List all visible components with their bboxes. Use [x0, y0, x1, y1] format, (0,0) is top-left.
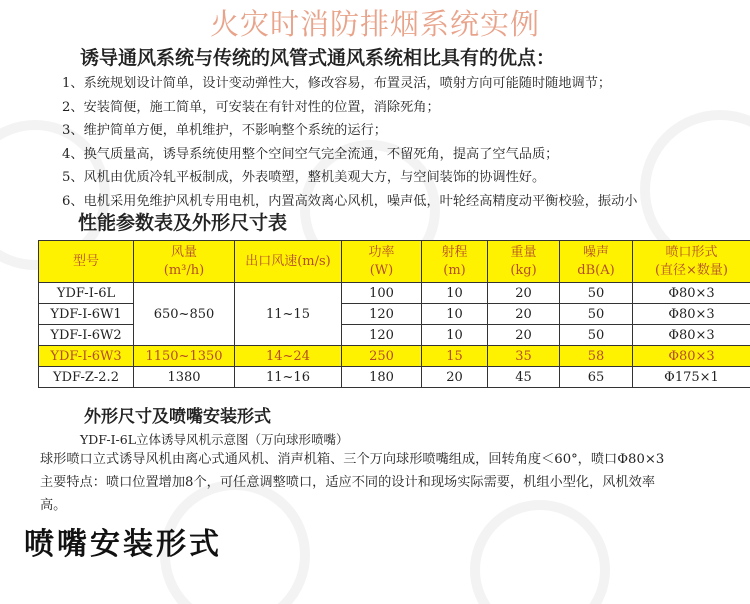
header-nozzle: 喷口形式 (直径×数量)	[633, 241, 750, 283]
cell-power: 120	[342, 325, 422, 346]
cell-weight: 45	[488, 367, 560, 388]
performance-heading: 性能参数表及外形尺寸表	[78, 212, 288, 234]
cell-model: YDF-I-6W2	[39, 325, 134, 346]
header-noise: 噪声 dB(A)	[560, 241, 633, 283]
cell-nozzle: Φ80×3	[633, 304, 750, 325]
cell-weight: 20	[488, 283, 560, 304]
description-text	[40, 448, 750, 517]
cell-speed: 14~24	[235, 346, 342, 367]
description-line: 高。	[40, 498, 67, 513]
cell-noise: 50	[560, 283, 633, 304]
list-item: 3、维护简单方便，单机维护，不影响整个系统的运行；	[62, 123, 387, 139]
list-item: 4、换气质量高，诱导系统使用整个空间空气完全流通，不留死角，提高了空气品质；	[62, 146, 559, 162]
header-weight: 重量 (kg)	[488, 241, 560, 283]
table-row-highlighted	[39, 346, 750, 367]
cell-speed-group: 11~15	[235, 283, 342, 346]
cell-model: YDF-Z-2.2	[39, 367, 134, 388]
header-airflow: 风量 (m³/h)	[134, 241, 235, 283]
cell-weight: 20	[488, 325, 560, 346]
list-item: 5、风机由优质冷轧平板制成，外表喷塑，整机美观大方，与空间装饰的协调性好。	[62, 170, 546, 186]
cell-power: 120	[342, 304, 422, 325]
table-header-row	[39, 241, 750, 283]
header-range: 射程 (m)	[422, 241, 488, 283]
cell-model: YDF-I-6W1	[39, 304, 134, 325]
cell-speed: 11~16	[235, 367, 342, 388]
table-row	[39, 283, 750, 304]
description-line: 主要特点：喷口位置增加8个，可任意调整喷口，适应不同的设计和现场实际需要，机组小型化，风机效率	[40, 475, 656, 490]
cell-airflow-group: 650~850	[134, 283, 235, 346]
cell-noise: 50	[560, 325, 633, 346]
cell-range: 20	[422, 367, 488, 388]
cell-airflow: 1150~1350	[134, 346, 235, 367]
cell-nozzle: Φ80×3	[633, 325, 750, 346]
list-item: 2、安装简便，施工简单，可安装在有针对性的位置，消除死角；	[62, 99, 440, 115]
header-power: 功率 (W)	[342, 241, 422, 283]
cell-power: 250	[342, 346, 422, 367]
list-item: 6、电机采用免维护风机专用电机，内置高效离心风机，噪声低，叶轮经高精度动平衡校验，振动小	[62, 193, 638, 209]
cell-weight: 35	[488, 346, 560, 367]
advantages-heading: 诱导通风系统与传统的风管式通风系统相比具有的优点：	[80, 47, 556, 69]
cell-range: 10	[422, 304, 488, 325]
cell-weight: 20	[488, 304, 560, 325]
table-row	[39, 367, 750, 388]
cell-range: 10	[422, 283, 488, 304]
advantages-list	[62, 72, 750, 214]
cell-range: 10	[422, 325, 488, 346]
header-model: 型号	[39, 241, 134, 283]
nozzle-heading: 喷嘴安装形式	[24, 527, 222, 562]
cell-nozzle: Φ80×3	[633, 346, 750, 367]
cell-noise: 50	[560, 304, 633, 325]
cell-nozzle: Φ175×1	[633, 367, 750, 388]
cell-model: YDF-I-6L	[39, 283, 134, 304]
header-outlet-speed: 出口风速(m/s)	[235, 241, 342, 283]
description-line: 球形喷口立式诱导风机由离心式通风机、消声机箱、三个万向球形喷嘴组成，回转角度＜60°，喷口Φ80×3	[40, 452, 665, 467]
cell-range: 15	[422, 346, 488, 367]
shape-heading: 外形尺寸及喷嘴安装形式	[84, 407, 271, 427]
cell-power: 100	[342, 283, 422, 304]
cell-noise: 58	[560, 346, 633, 367]
list-item: 1、系统规划设计简单，设计变动弹性大，修改容易，布置灵活，喷射方向可能随时随地调节；	[62, 76, 612, 91]
performance-table	[38, 240, 750, 388]
cell-model: YDF-I-6W3	[39, 346, 134, 367]
cell-power: 180	[342, 367, 422, 388]
cell-airflow: 1380	[134, 367, 235, 388]
cell-nozzle: Φ80×3	[633, 283, 750, 304]
figure-caption: YDF-I-6L立体诱导风机示意图（万向球形喷嘴）	[80, 432, 349, 447]
page-title: 火灾时消防排烟系统实例	[209, 7, 540, 41]
cell-noise: 65	[560, 367, 633, 388]
